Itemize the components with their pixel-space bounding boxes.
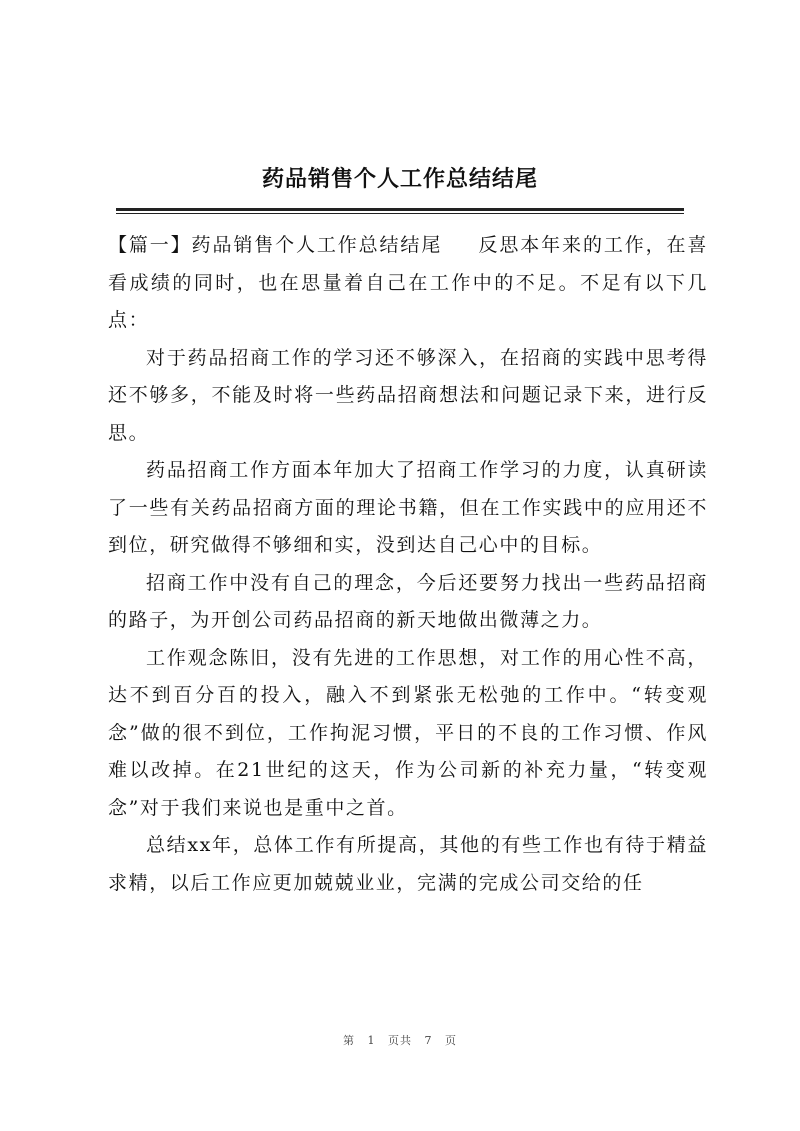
document-title: 药品销售个人工作总结结尾 [261, 166, 538, 192]
footer-total-pages: 7 [424, 1034, 433, 1047]
title-rule-thin [116, 213, 684, 214]
section-label: 【篇一】药品销售个人工作总结结尾 [108, 234, 443, 256]
page-footer [0, 1032, 800, 1048]
body-paragraph: 对于药品招商工作的学习还不够深入，在招商的实践中思考得还不够多，不能及时将一些药品招商想法和问题记录下来，进行反思。 [108, 346, 708, 444]
footer-middle: 页共 [388, 1034, 412, 1047]
footer-prefix: 第 [343, 1034, 355, 1047]
body-paragraph: 药品招商工作方面本年加大了招商工作学习的力度，认真研读了一些有关药品招商方面的理论书籍，但在工作实践中的应用还不到位，研究做得不够细和实，没到达自己心中的目标。 [108, 459, 708, 556]
body-paragraph: 总结xx年，总体工作有所提高，其他的有些工作也有待于精益求精，以后工作应更加兢兢业业，完满的完成公司交给的任 [108, 834, 708, 894]
footer-page-number: 1 [367, 1034, 376, 1047]
intro-paragraph [108, 227, 708, 340]
title-rule-thick [116, 208, 684, 211]
intro-text: 反思本年来的工作，在喜看成绩的同时，也在思量着自己在工作中的不足。不足有以下几点： [108, 234, 708, 331]
document-body [108, 227, 708, 902]
body-paragraph: 工作观念陈旧，没有先进的工作思想，对工作的用心性不高，达不到百分百的投入，融入不到紧张无松弛的工作中。“转变观念”做的很不到位，工作拘泥习惯，平日的不良的工作习惯、作风难以改掉。在21世纪的这天，作为公司新的补充力量，“转变观念”对于我们来说也是重中之首。 [108, 646, 708, 819]
footer-suffix: 页 [445, 1034, 457, 1047]
body-paragraph: 招商工作中没有自己的理念，今后还要努力找出一些药品招商的路子，为开创公司药品招商的新天地做出微薄之力。 [108, 571, 708, 631]
